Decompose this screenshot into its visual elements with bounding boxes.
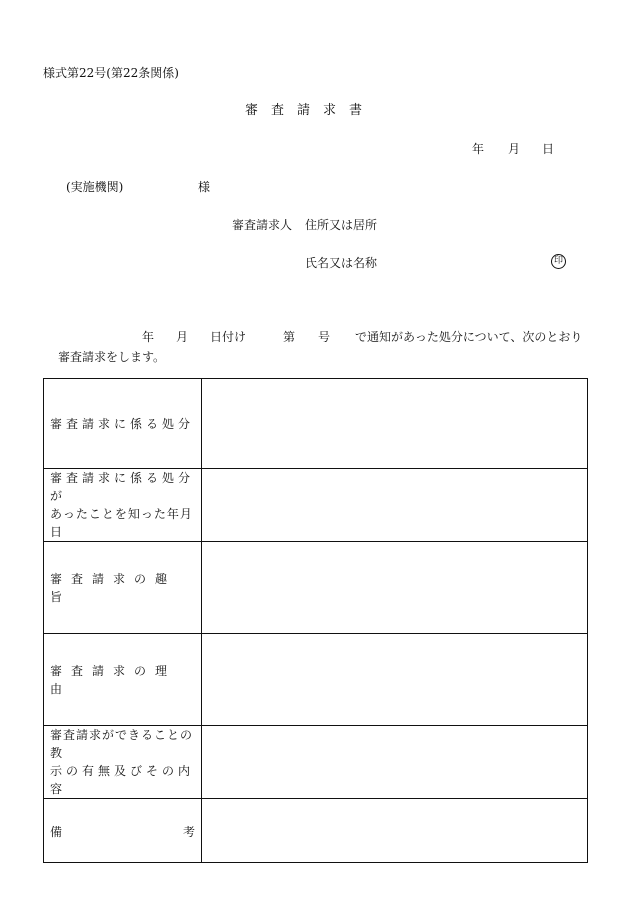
table-row bbox=[44, 379, 588, 469]
form-number: 様式第22号(第22条関係) bbox=[43, 66, 179, 80]
row-label-text: 審査請求の趣旨 bbox=[50, 571, 177, 604]
intro-dated: 日付け bbox=[210, 330, 247, 344]
intro-month: 月 bbox=[176, 330, 189, 344]
intro-text-line2: 審査請求をします。 bbox=[58, 350, 166, 364]
row-value-instruction[interactable] bbox=[202, 726, 588, 799]
row-value-purpose[interactable] bbox=[202, 542, 588, 634]
row-value-disposition[interactable] bbox=[202, 379, 588, 469]
requester-role-label: 審査請求人 bbox=[232, 218, 293, 232]
row-label-disposition bbox=[44, 379, 202, 469]
row-label-purpose bbox=[44, 542, 202, 634]
date-month-label: 月 bbox=[508, 142, 521, 156]
intro-year: 年 bbox=[142, 330, 155, 344]
row-label-text: 審査請求の理由 bbox=[50, 663, 177, 696]
row-label-date-known bbox=[44, 469, 202, 542]
row-label-text: あったことを知った年月日 bbox=[50, 507, 193, 539]
date-day-label: 日 bbox=[542, 142, 555, 156]
table-row bbox=[44, 469, 588, 542]
row-label-text: 考 bbox=[182, 825, 195, 839]
addressee-agency: (実施機関) bbox=[66, 180, 124, 194]
row-label-text: 審査請求に係る処分が bbox=[50, 471, 195, 503]
intro-text-line1: で通知があった処分について、次のとおり bbox=[355, 330, 583, 344]
row-label-text: 示の有無及びその内容 bbox=[50, 764, 195, 796]
row-value-remarks[interactable] bbox=[202, 799, 588, 863]
row-label-remarks bbox=[44, 799, 202, 863]
row-label-text: 審査請求に係る処分 bbox=[50, 416, 195, 431]
table-row bbox=[44, 799, 588, 863]
row-label-reason bbox=[44, 634, 202, 726]
row-value-date-known[interactable] bbox=[202, 469, 588, 542]
row-label-instruction bbox=[44, 726, 202, 799]
requester-name-label: 氏名又は名称 bbox=[305, 256, 378, 270]
row-value-reason[interactable] bbox=[202, 634, 588, 726]
addressee-honorific: 様 bbox=[198, 180, 211, 194]
intro-no-prefix: 第 bbox=[283, 330, 296, 344]
document-title: 審 査 請 求 書 bbox=[245, 103, 363, 118]
table-row bbox=[44, 542, 588, 634]
requester-address-label: 住所又は居所 bbox=[305, 218, 378, 232]
table-row bbox=[44, 726, 588, 799]
seal-mark: 印 bbox=[551, 254, 566, 269]
request-table bbox=[43, 378, 588, 863]
date-year-label: 年 bbox=[472, 142, 485, 156]
row-label-text: 備 bbox=[50, 825, 63, 839]
intro-no-suffix: 号 bbox=[318, 330, 331, 344]
table-row bbox=[44, 634, 588, 726]
row-label-text: 審査請求ができることの教 bbox=[50, 728, 194, 760]
